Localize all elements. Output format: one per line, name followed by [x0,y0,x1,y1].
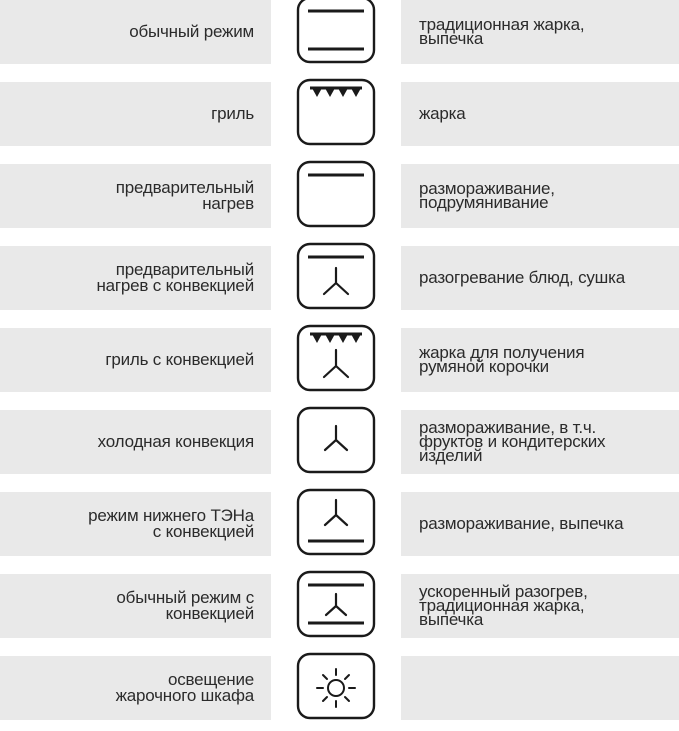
fan-icon [296,406,376,474]
mode-row [0,574,679,640]
mode-use: разогревание блюд, сушка [401,246,679,310]
conventional-fan-icon [296,570,376,638]
mode-use: жарка [401,82,679,146]
mode-use [401,656,679,720]
mode-row [0,0,679,66]
mode-name: предварительный нагрев с конвекцией [0,246,271,310]
oven-light-icon [296,652,376,720]
mode-name: гриль с конвекцией [0,328,271,392]
mode-row [0,328,679,394]
grill-fan-icon [296,324,376,392]
bottom-heating-fan-icon [296,488,376,556]
mode-use: размораживание, подрумянивание [401,164,679,228]
mode-name: режим нижнего ТЭНа с конвекцией [0,492,271,556]
mode-row [0,492,679,558]
conventional-heating-icon [296,0,376,64]
mode-use: жарка для получения румяной корочки [401,328,679,392]
mode-name: предварительный нагрев [0,164,271,228]
mode-name: обычный режим [0,0,271,64]
top-heating-fan-icon [296,242,376,310]
mode-name: обычный режим с конвекцией [0,574,271,638]
mode-name: холодная конвекция [0,410,271,474]
mode-row [0,410,679,476]
mode-name: освещение жарочного шкафа [0,656,271,720]
mode-row [0,82,679,148]
mode-row [0,656,679,722]
top-heating-icon [296,160,376,228]
grill-icon [296,78,376,146]
mode-use: размораживание, выпечка [401,492,679,556]
mode-use: ускоренный разогрев, традиционная жарка, выпечка [401,574,679,638]
mode-row [0,246,679,312]
mode-use: традиционная жарка, выпечка [401,0,679,64]
mode-use: размораживание, в т.ч. фруктов и кондитерских изделий [401,410,679,474]
mode-name: гриль [0,82,271,146]
mode-row [0,164,679,230]
